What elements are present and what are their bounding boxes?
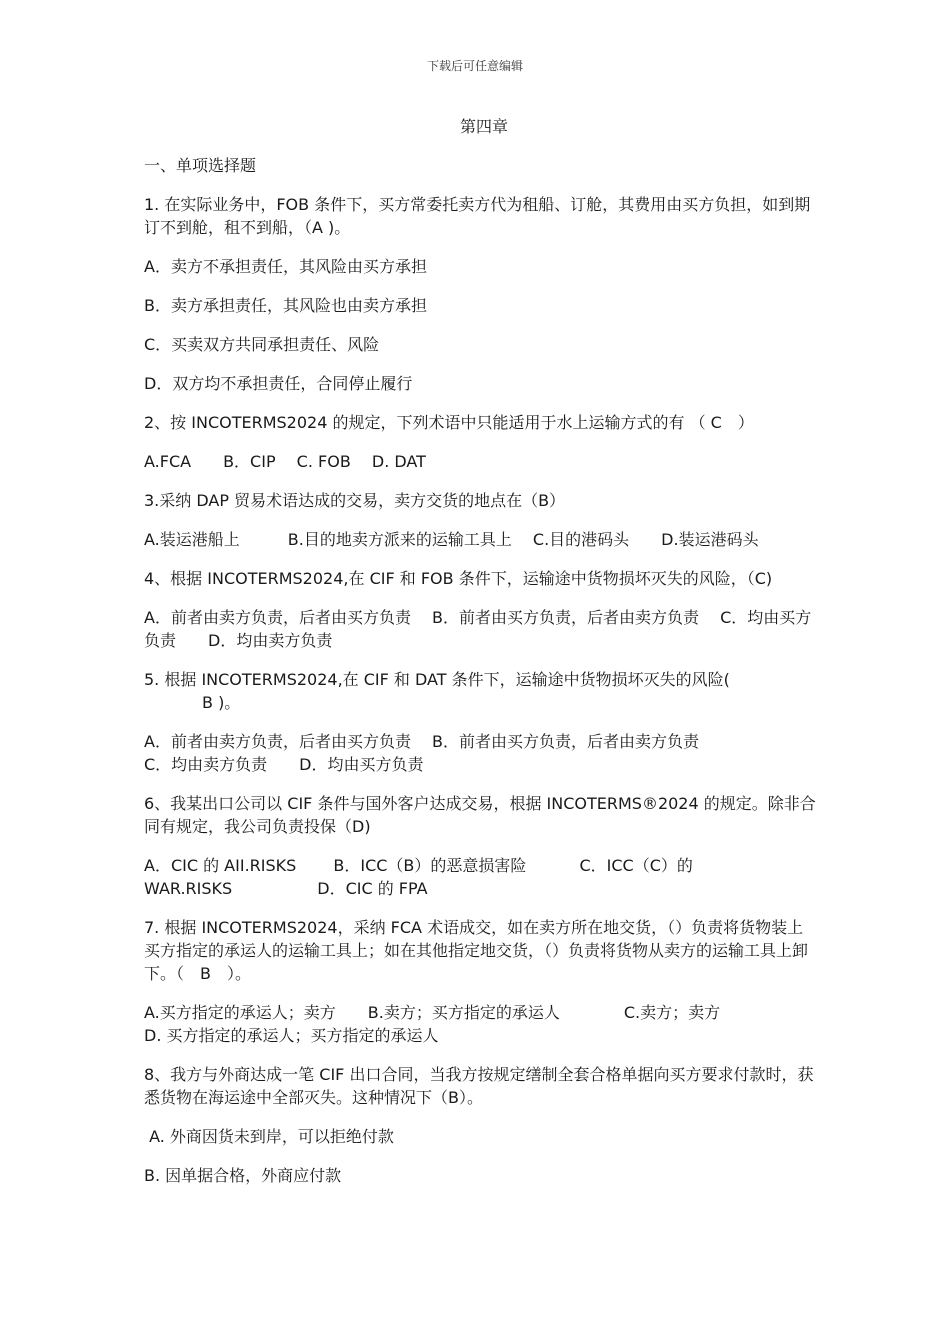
section-title: 一、单项选择题 [144, 156, 257, 175]
question-1-option-a: A．卖方不承担责任，其风险由买方承担 [144, 257, 427, 276]
question-1-stem: 1. 在实际业务中，FOB 条件下，买方常委托卖方代为租船、订舱，其费用由买方负担，如到期订不到舱，租不到船，（A )。 [144, 195, 811, 237]
question-7-options [144, 1001, 816, 1047]
question-5-options-line2: C．均由卖方负责 D．均由买方负责 [144, 755, 424, 774]
question-7-options-line2: D. 买方指定的承运人；买方指定的承运人 [144, 1026, 439, 1045]
question-5-stem [144, 668, 816, 714]
question-3-stem: 3.采纳 DAP 贸易术语达成的交易，卖方交货的地点在（B） [144, 491, 566, 510]
question-7-options-line1: A.买方指定的承运人；卖方 B.卖方；买方指定的承运人 C.卖方；卖方 [144, 1003, 721, 1022]
question-6-stem: 6、我某出口公司以 CIF 条件与国外客户达成交易，根据 INCOTERMS®2024 的规定。除非合同有规定，我公司负责投保（D) [144, 794, 816, 836]
question-3-options: A.装运港船上 B.目的地卖方派来的运输工具上 C.目的港码头 D.装运港码头 [144, 530, 759, 549]
question-1-option-b: B．卖方承担责任，其风险也由卖方承担 [144, 296, 427, 315]
document-body [144, 115, 816, 1203]
question-5-stem-line1: 5. 根据 INCOTERMS2024,在 CIF 和 DAT 条件下，运输途中货物损坏灭失的风险( [144, 670, 730, 689]
question-2-options: A.FCA B．CIP C. FOB D. DAT [144, 452, 426, 471]
question-1-option-c: C．买卖双方共同承担责任、风险 [144, 335, 380, 354]
question-6-options-line2: WAR.RISKS D．CIC 的 FPA [144, 879, 428, 898]
question-4-stem: 4、根据 INCOTERMS2024,在 CIF 和 FOB 条件下，运输途中货物损坏灭失的风险，（C) [144, 569, 773, 588]
question-8-option-a: A. 外商因货未到岸，可以拒绝付款 [144, 1127, 394, 1146]
chapter-title: 第四章 [459, 117, 508, 136]
question-2-stem: 2、按 INCOTERMS2024 的规定，下列术语中只能适用于水上运输方式的有 （ C ） [144, 413, 754, 432]
question-6-options [144, 854, 816, 900]
question-5-stem-line2: B )。 [202, 693, 241, 712]
question-8-stem: 8、我方与外商达成一笔 CIF 出口合同，当我方按规定缮制全套合格单据向买方要求付款时，获悉货物在海运途中全部灭失。这种情况下（B）。 [144, 1065, 814, 1107]
question-7-stem: 7. 根据 INCOTERMS2024，采纳 FCA 术语成交，如在卖方所在地交货，（）负责将货物装上买方指定的承运人的运输工具上；如在其他指定地交货，（）负责将货物从卖方的运输工具上卸下。（ B ）。 [144, 918, 809, 983]
header-note: 下载后可任意编辑 [426, 59, 523, 73]
question-6-options-line1: A．CIC 的 AII.RISKS B．ICC（B）的恶意损害险 C．ICC（C）的 [144, 856, 693, 875]
question-8-option-b: B. 因单据合格，外商应付款 [144, 1166, 342, 1185]
question-5-options [144, 730, 816, 776]
question-4-options: A．前者由卖方负责，后者由买方负责 B．前者由买方负责，后者由卖方负责 C．均由买方负责 D．均由卖方负责 [144, 608, 812, 650]
question-5-options-line1: A．前者由卖方负责，后者由买方负责 B．前者由买方负责，后者由卖方负责 [144, 732, 700, 751]
question-1-option-d: D．双方均不承担责任，合同停止履行 [144, 374, 413, 393]
